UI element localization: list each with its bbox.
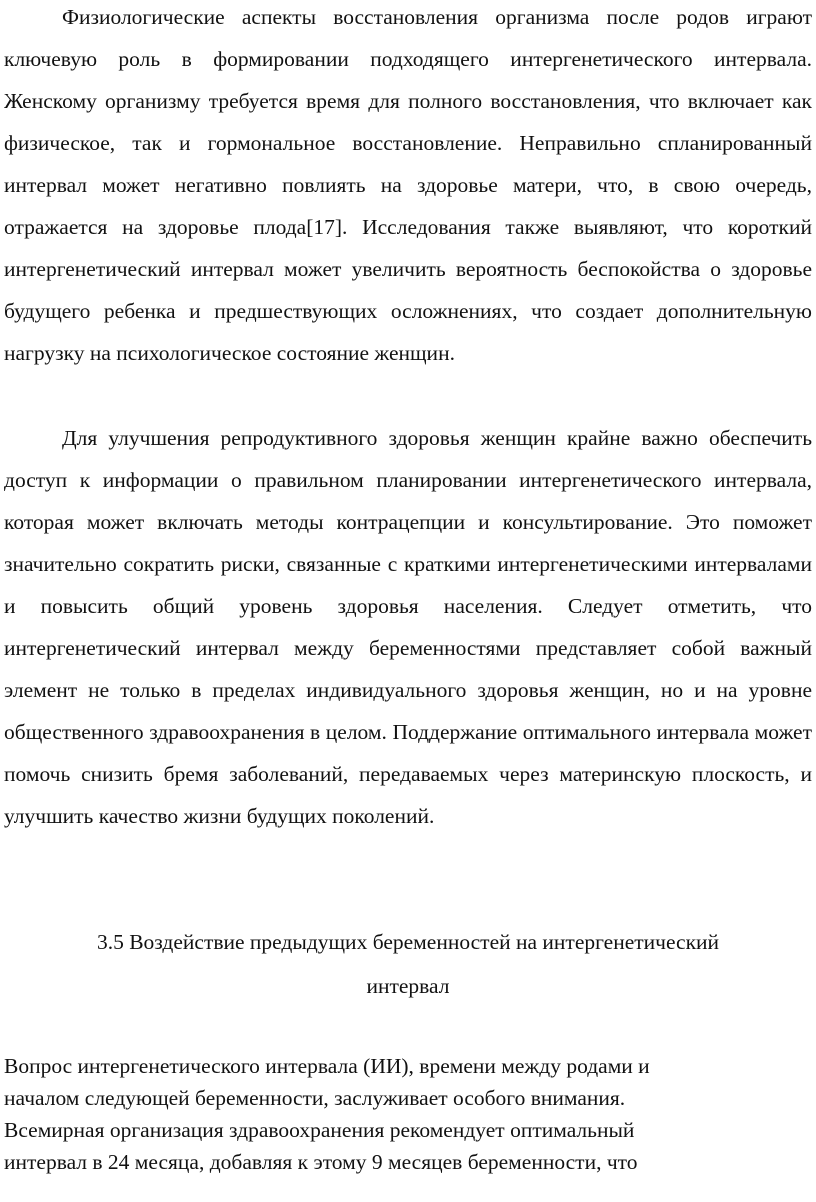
section-heading-line-1: 3.5 Воздействие предыдущих беременностей на интергенетический — [96, 930, 720, 954]
body-paragraph-2: Для улучшения репродуктивного здоровья женщин крайне важно обеспечить доступ к информации о правильном планировании интергенетического интервала, которая может включать методы контрацепции и консультирование. Это поможет значительно сократить риски, связанные с краткими интергенетическими интервалами и повысить общий уровень здоровья населения. Следует отметить, что интергенетический интервал между беременностями представляет собой важный элемент не только в пределах индивидуального здоровья женщин, но и на уровне общественного здравоохранения в целом. Поддержание оптимального интервала может помочь снизить бремя заболеваний, передаваемых через материнскую плоскость, и улучшить качество жизни будущих поколений. — [4, 426, 812, 828]
section-heading-line-2: интервал — [366, 974, 450, 998]
paragraph-3-line: Всемирная организация здравоохранения рекомендует оптимальный — [4, 1118, 635, 1142]
paragraph-3-line: Вопрос интергенетического интервала (ИИ), времени между родами и — [4, 1054, 650, 1078]
paragraph-3-line: началом следующей беременности, заслуживает особого внимания. — [4, 1086, 626, 1110]
body-paragraph-1: Физиологические аспекты восстановления организма после родов играют ключевую роль в формировании подходящего интергенетического интервала. Женскому организму требуется время для полного восстановления, что включает как физическое, так и гормональное восстановление. Неправильно спланированный интервал может негативно повлиять на здоровье матери, что, в свою очередь, отражается на здоровье плода[17]. Исследования также выявляют, что короткий интергенетический интервал может увеличить вероятность беспокойства о здоровье будущего ребенка и предшествующих осложнениях, что создает дополнительную нагрузку на психологическое состояние женщин. — [4, 5, 812, 365]
paragraph-3-line: интервал в 24 месяца, добавляя к этому 9 месяцев беременности, что — [4, 1150, 638, 1174]
body-paragraph-3 — [4, 1050, 744, 1178]
